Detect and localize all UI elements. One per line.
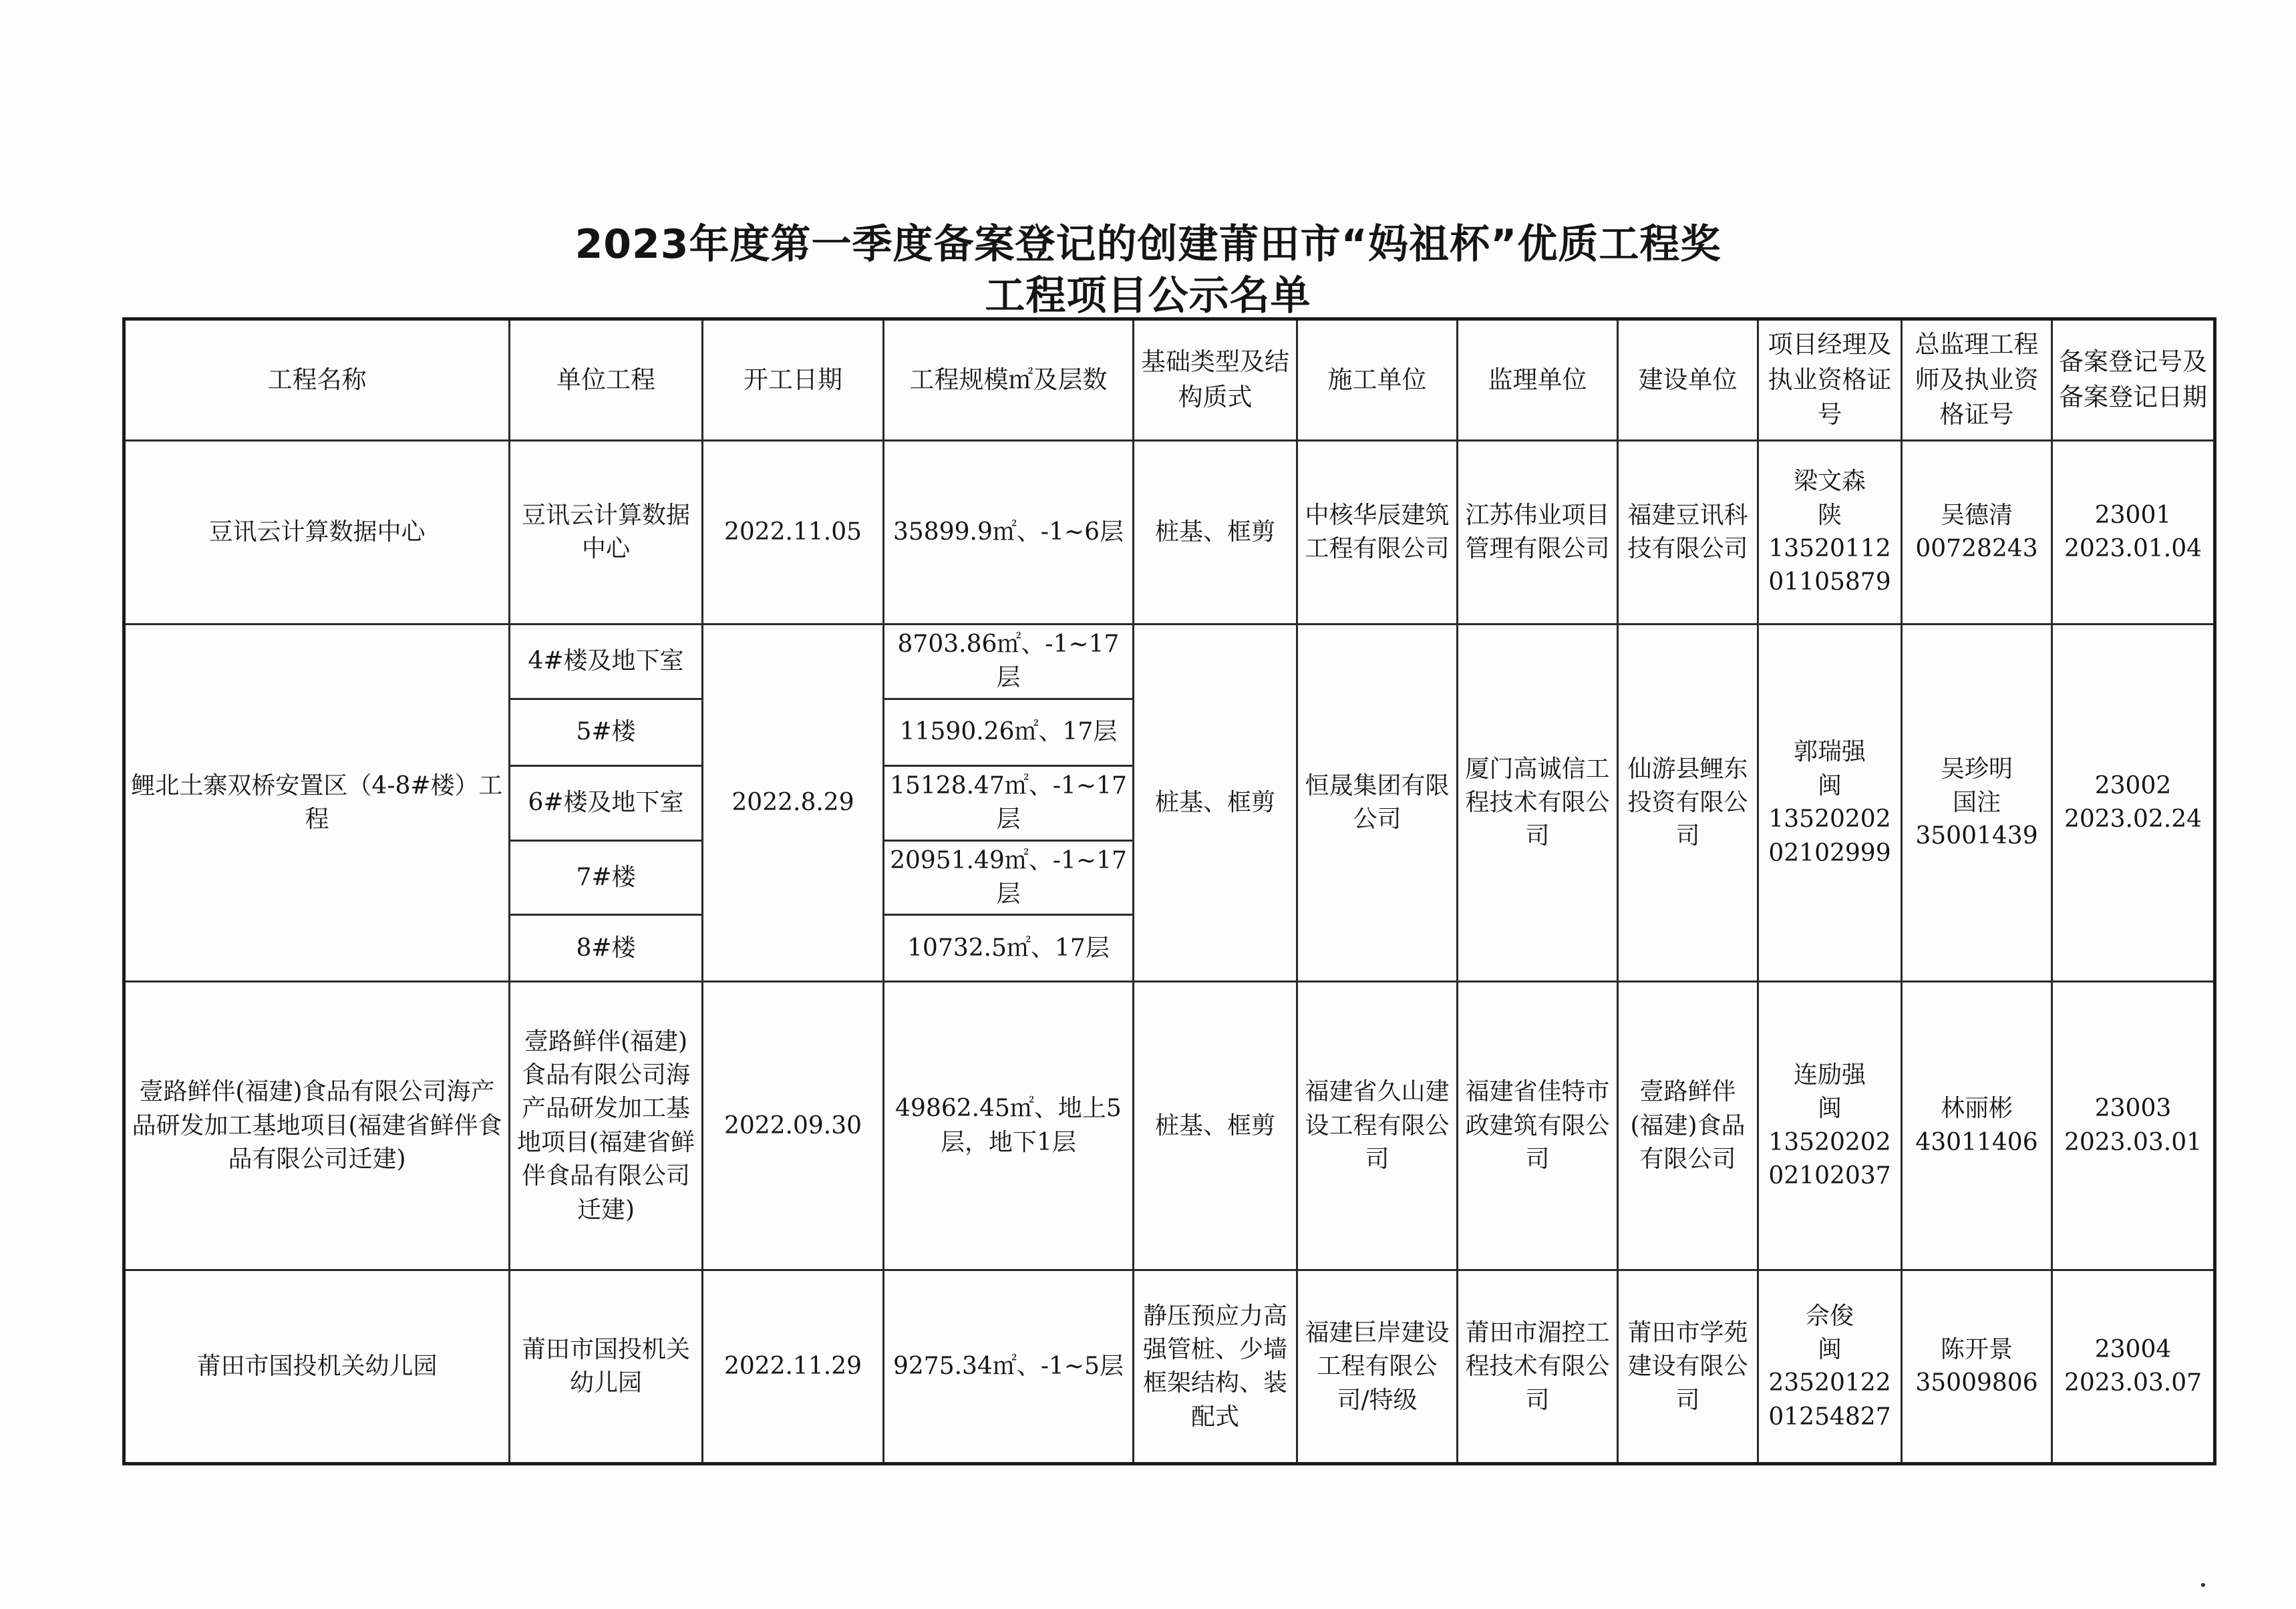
table-row (124, 441, 2215, 624)
chief-name: 林丽彬 (1940, 1095, 2013, 1123)
foundation-cell: 静压预应力高强管桩、少墙框架结构、装配式 (1134, 1270, 1297, 1464)
unit-project-cell: 8#楼 (510, 915, 703, 982)
table-row (124, 982, 2215, 1270)
owner-cell: 莆田市学苑建设有限公司 (1618, 1270, 1758, 1464)
builder-cell: 福建巨岸建设工程有限公司/特级 (1297, 1270, 1458, 1464)
header-project-name: 工程名称 (124, 319, 510, 441)
project-name-cell: 鲤北土寨双桥安置区（4-8#楼）工程 (124, 624, 510, 982)
chief-cert: 43011406 (1915, 1128, 2038, 1156)
start-date-cell: 2022.11.29 (703, 1270, 884, 1464)
page-title: 2023年度第一季度备案登记的创建莆田市“妈祖杯”优质工程奖 (575, 221, 1721, 268)
record-cell (2052, 1270, 2215, 1464)
record-cell (2052, 441, 2215, 624)
owner-cell: 壹路鲜伴(福建)食品有限公司 (1618, 982, 1758, 1270)
manager-name: 梁文森 (1793, 468, 1866, 496)
scale-cell: 15128.47㎡、-1~17层 (884, 765, 1134, 840)
scale-cell: 8703.86㎡、-1~17层 (884, 624, 1134, 699)
supervisor-cell: 福建省佳特市政建筑有限公司 (1458, 982, 1618, 1270)
builder-cell: 福建省久山建设工程有限公司 (1297, 982, 1458, 1270)
header-start-date: 开工日期 (703, 319, 884, 441)
scale-cell: 35899.9㎡、-1~6层 (884, 441, 1134, 624)
chief-name: 陈开景 (1940, 1335, 2013, 1363)
manager-cell (1758, 982, 1902, 1270)
record-no: 23002 (2094, 771, 2172, 799)
header-supervisor: 监理单位 (1458, 319, 1618, 441)
manager-cell (1758, 624, 1902, 982)
unit-project-cell: 4#楼及地下室 (510, 624, 703, 699)
project-name-cell: 莆田市国投机关幼儿园 (124, 1270, 510, 1464)
manager-cert: 2352012201254827 (1768, 1369, 1891, 1431)
start-date-cell: 2022.11.05 (703, 441, 884, 624)
chief-cert: 35009806 (1915, 1369, 2038, 1397)
chief-name: 吴珍明 (1940, 755, 2013, 783)
manager-cert-prefix: 闽 (1817, 771, 1842, 799)
supervisor-cell: 江苏伟业项目管理有限公司 (1458, 441, 1618, 624)
scale-cell: 11590.26㎡、17层 (884, 699, 1134, 765)
scan-speck (2201, 1583, 2205, 1587)
manager-name: 连励强 (1793, 1061, 1866, 1089)
record-date: 2023.02.24 (2064, 806, 2202, 834)
header-manager: 项目经理及执业资格证号 (1758, 319, 1902, 441)
record-date: 2023.03.07 (2064, 1369, 2202, 1397)
builder-cell: 中核华辰建筑工程有限公司 (1297, 441, 1458, 624)
header-record: 备案登记号及备案登记日期 (2052, 319, 2215, 441)
header-owner: 建设单位 (1618, 319, 1758, 441)
scale-cell: 9275.34㎡、-1~5层 (884, 1270, 1134, 1464)
unit-project-cell: 豆讯云计算数据中心 (510, 441, 703, 624)
unit-project-cell: 6#楼及地下室 (510, 765, 703, 840)
chief-supervisor-cell (1902, 1270, 2052, 1464)
manager-name: 佘俊 (1805, 1302, 1854, 1330)
chief-name: 吴德清 (1940, 501, 2013, 529)
unit-project-cell: 壹路鲜伴(福建)食品有限公司海产品研发加工基地项目(福建省鲜伴食品有限公司迁建) (510, 982, 703, 1270)
header-scale: 工程规模㎡及层数 (884, 319, 1134, 441)
project-name-cell: 豆讯云计算数据中心 (124, 441, 510, 624)
scale-cell: 20951.49㎡、-1~17层 (884, 840, 1134, 915)
manager-cell (1758, 441, 1902, 624)
record-cell (2052, 982, 2215, 1270)
header-foundation: 基础类型及结构质式 (1134, 319, 1297, 441)
unit-project-cell: 5#楼 (510, 699, 703, 765)
manager-cert-prefix: 闽 (1817, 1335, 1842, 1363)
chief-supervisor-cell (1902, 624, 2052, 982)
table-header-row (124, 319, 2215, 441)
manager-cert-prefix: 陕 (1817, 501, 1842, 529)
header-unit-project: 单位工程 (510, 319, 703, 441)
scale-cell: 10732.5㎡、17层 (884, 915, 1134, 982)
supervisor-cell: 莆田市湄控工程技术有限公司 (1458, 1270, 1618, 1464)
chief-supervisor-cell (1902, 441, 2052, 624)
unit-project-cell: 7#楼 (510, 840, 703, 915)
builder-cell: 恒晟集团有限公司 (1297, 624, 1458, 982)
manager-cert-prefix: 闽 (1817, 1095, 1842, 1123)
manager-cert: 1352011201105879 (1768, 535, 1891, 596)
chief-cert-prefix: 国注 (1952, 788, 2001, 816)
table-row (124, 1270, 2215, 1464)
owner-cell: 福建豆讯科技有限公司 (1618, 441, 1758, 624)
projects-table (122, 317, 2217, 1465)
page-subtitle: 工程项目公示名单 (985, 273, 1311, 319)
project-name-cell: 壹路鲜伴(福建)食品有限公司海产品研发加工基地项目(福建省鲜伴食品有限公司迁建) (124, 982, 510, 1270)
manager-cert: 1352020202102999 (1768, 806, 1891, 867)
foundation-cell: 桩基、框剪 (1134, 441, 1297, 624)
chief-cert: 00728243 (1915, 535, 2038, 562)
supervisor-cell: 厦门高诚信工程技术有限公司 (1458, 624, 1618, 982)
record-no: 23004 (2094, 1335, 2172, 1363)
record-date: 2023.03.01 (2064, 1128, 2202, 1156)
record-no: 23001 (2094, 501, 2172, 529)
scale-cell: 49862.45㎡、地上5层，地下1层 (884, 982, 1134, 1270)
manager-name: 郭瑞强 (1793, 738, 1866, 766)
start-date-cell: 2022.8.29 (703, 624, 884, 982)
owner-cell: 仙游县鲤东投资有限公司 (1618, 624, 1758, 982)
table-row (124, 624, 2215, 699)
chief-supervisor-cell (1902, 982, 2052, 1270)
manager-cert: 1352020202102037 (1768, 1128, 1891, 1190)
foundation-cell: 桩基、框剪 (1134, 624, 1297, 982)
manager-cell (1758, 1270, 1902, 1464)
record-no: 23003 (2094, 1095, 2172, 1123)
start-date-cell: 2022.09.30 (703, 982, 884, 1270)
record-cell (2052, 624, 2215, 982)
unit-project-cell: 莆田市国投机关幼儿园 (510, 1270, 703, 1464)
record-date: 2023.01.04 (2064, 535, 2202, 562)
header-builder: 施工单位 (1297, 319, 1458, 441)
foundation-cell: 桩基、框剪 (1134, 982, 1297, 1270)
chief-cert: 35001439 (1915, 822, 2038, 850)
header-chief-supervisor: 总监理工程师及执业资格证号 (1902, 319, 2052, 441)
